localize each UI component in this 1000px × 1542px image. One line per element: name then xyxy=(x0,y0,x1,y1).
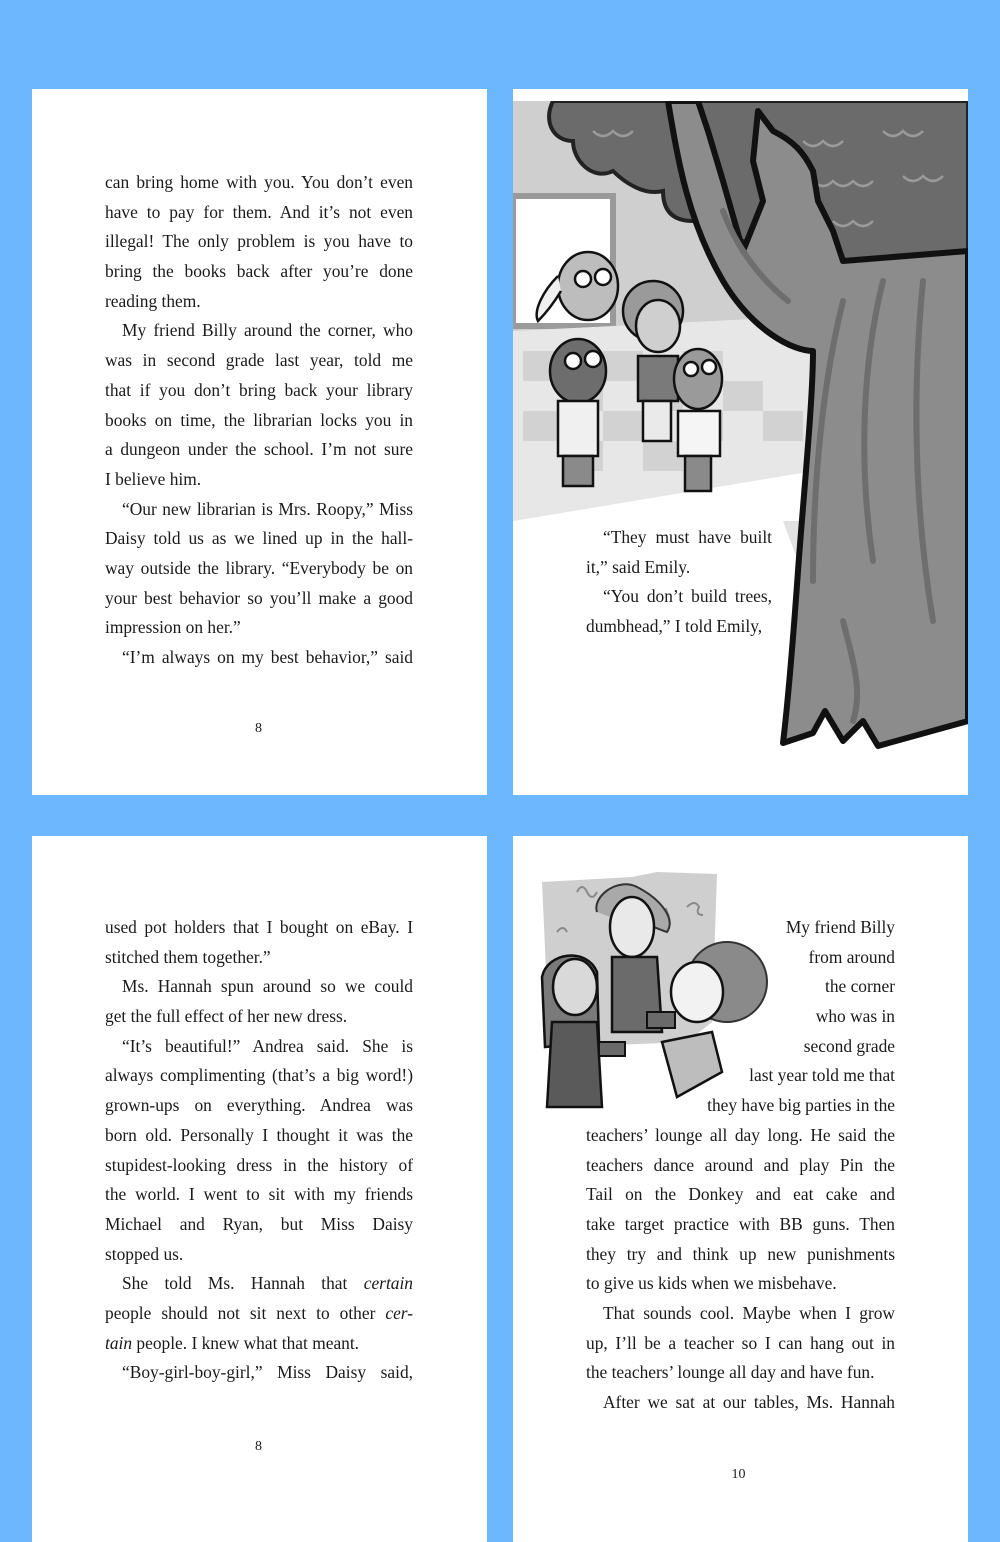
text-line: stopped us. xyxy=(105,1243,184,1264)
text-line: That sounds cool. Maybe when I grow xyxy=(603,1302,895,1323)
text-line: that if you don’t bring back your library xyxy=(105,379,413,400)
text-line: the world. I went to sit with my friends xyxy=(105,1184,413,1205)
text-line: take target practice with BB guns. Then xyxy=(586,1213,895,1234)
text-line: can bring home with you. You don’t even xyxy=(105,172,413,192)
text-line: stupidest-looking dress in the history of xyxy=(105,1154,413,1175)
text-line: “Our new librarian is Mrs. Roopy,” Miss xyxy=(122,498,413,519)
text-line: second grade xyxy=(803,1035,895,1056)
book-page-top-left xyxy=(32,89,487,795)
text-line: stitched them together.” xyxy=(105,946,271,967)
tree-illustration xyxy=(513,101,968,761)
page-text xyxy=(586,523,772,642)
text-line: dumbhead,” I told Emily, xyxy=(586,616,763,637)
text-line: the teachers’ lounge all day and have fun. xyxy=(586,1362,875,1383)
text-line: illegal! The only problem is you have to xyxy=(105,231,413,252)
page-text xyxy=(586,913,895,1418)
page-number: 8 xyxy=(255,721,262,736)
text-line: born old. Personally I thought it was the xyxy=(105,1124,413,1145)
page-text xyxy=(105,913,413,1388)
text-line: “You don’t build trees, xyxy=(603,586,772,607)
text-line: After we sat at our tables, Ms. Hannah xyxy=(603,1392,895,1412)
text-line: people should not sit next to other cer- xyxy=(105,1302,413,1323)
page-text xyxy=(105,168,413,673)
text-line: Tail on the Donkey and eat cake and xyxy=(586,1184,895,1205)
text-line: “It’s beautiful!” Andrea said. She is xyxy=(122,1035,413,1056)
text-line: Ms. Hannah spun around so we could xyxy=(122,976,413,997)
text-line: was in second grade last year, told me xyxy=(105,350,413,371)
text-line: it,” said Emily. xyxy=(586,556,691,577)
text-line: from around xyxy=(808,946,895,967)
text-line: a dungeon under the school. I’m not sure xyxy=(105,439,413,460)
page-number: 8 xyxy=(255,1439,262,1454)
text-line: Michael and Ryan, but Miss Daisy xyxy=(105,1213,413,1234)
text-line: your best behavior so you’ll make a good xyxy=(105,587,413,608)
text-line: have to pay for them. And it’s not even xyxy=(105,201,413,222)
text-line: I believe him. xyxy=(105,468,202,489)
book-page-bottom-left xyxy=(32,836,487,1542)
text-line: way outside the library. “Everybody be on xyxy=(105,557,413,578)
text-line: to give us kids when we misbehave. xyxy=(586,1273,837,1294)
book-page-top-right xyxy=(513,89,968,795)
text-line: used pot holders that I bought on eBay. I xyxy=(105,917,413,937)
text-line: bring the books back after you’re done xyxy=(105,261,413,282)
text-line: My friend Billy around the corner, who xyxy=(122,320,413,341)
text-line: impression on her.” xyxy=(105,617,241,638)
text-line: tain people. I knew what that meant. xyxy=(105,1332,360,1353)
text-line: “They must have built xyxy=(603,527,772,547)
text-line: the corner xyxy=(824,976,895,997)
text-line: grown-ups on everything. Andrea was xyxy=(105,1095,413,1116)
text-line: always complimenting (that’s a big word!) xyxy=(105,1065,413,1086)
text-line: teachers’ lounge all day long. He said the xyxy=(586,1124,895,1145)
text-line: up, I’ll be a teacher so I can hang out in xyxy=(586,1332,895,1353)
text-line: teachers dance around and play Pin the xyxy=(586,1154,895,1175)
text-line: She told Ms. Hannah that certain xyxy=(122,1273,413,1294)
text-line: who was in xyxy=(815,1006,895,1027)
text-line: “Boy-girl-boy-girl,” Miss Daisy said, xyxy=(122,1362,413,1383)
text-line: books on time, the librarian locks you in xyxy=(105,409,413,430)
text-line: reading them. xyxy=(105,290,201,311)
book-page-bottom-right xyxy=(513,836,968,1542)
text-line: Daisy told us as we lined up in the hall- xyxy=(105,528,413,549)
text-line: My friend Billy xyxy=(785,917,895,937)
page-number: 10 xyxy=(731,1467,746,1482)
text-line: they have big parties in the xyxy=(707,1095,895,1116)
text-line: last year told me that xyxy=(749,1065,895,1086)
text-line: “I’m always on my best behavior,” said xyxy=(122,647,413,667)
text-line: they try and think up new punishments xyxy=(586,1243,895,1264)
text-line: get the full effect of her new dress. xyxy=(105,1006,348,1027)
